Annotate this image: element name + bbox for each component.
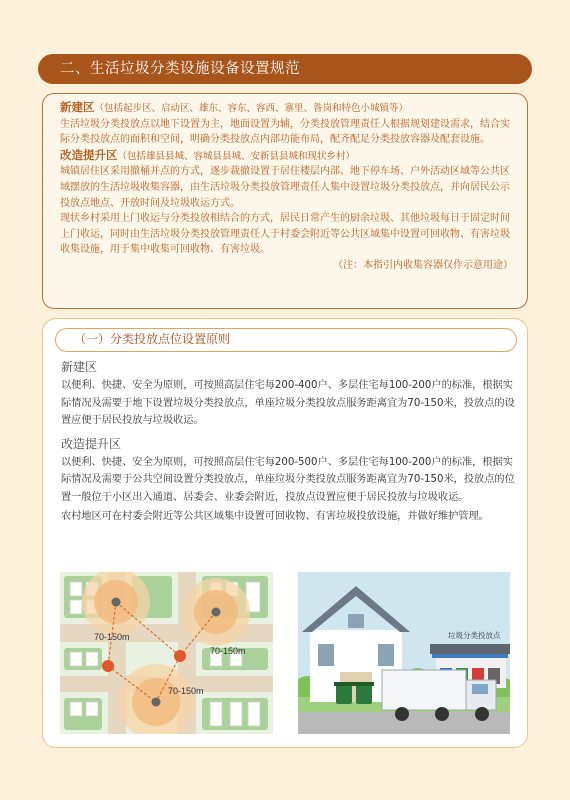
distance-label-b: 70-150m [210,646,246,656]
principle-content [61,355,516,526]
upgrade-area-text-1: 城镇居住区采用撤桶并点的方式，逐步裁撤设置于居住楼层内部、地下停车场、户外活动区域等公共区域摆放的生活垃圾收集容器，由生活垃圾分类投放管理责任人集中设置垃圾分类投放点，并向居民公示投放点地点、开放时间及垃圾收运方式。 [60,166,510,209]
principle-box [42,318,528,748]
site-plan-diagram [60,572,273,734]
distance-label-a: 70-150m [94,632,130,642]
collection-point-illustration [298,572,510,734]
distance-label-c: 70-150m [168,686,204,696]
collection-point-3 [152,698,161,707]
new-area-heading: 新建区 [60,100,95,114]
new-area-title: 新建区 [61,360,98,374]
new-area-text: 生活垃圾分类投放点以地下设置为主，地面设置为辅，分类投放管理责任人根据规划建设需求，结合实际分类投放点的面积和空间，明确分类投放点内部功能布局，配齐配足分类投放容器及配套设施。 [60,118,510,146]
junction-point-1 [102,660,114,672]
upgrade-area-text-2: 现状乡村采用上门收运与分类投放相结合的方式，居民日常产生的厨余垃圾、其他垃圾每日于固定时间上门收运，同时由生活垃圾分类投放管理责任人于村委会附近等公共区域集中设置可回收物、有害垃圾收集设施，用于集中收集可回收物、有害垃圾。 [60,213,510,256]
upgrade-area-subheading: （包括雄县县城、容城县县城、安新县县城和现状乡村） [117,150,356,162]
note-text: （注：本指引内收集容器仅作示意用途） [333,259,513,271]
upgrade-area-title: 改造提升区 [61,436,122,451]
section-title: 二、生活垃圾分类设施设备设置规范 [38,54,532,84]
new-area-subheading: （包括起步区、启动区、雄东、容东、容西、寨里、昝岗和特色小城镇等） [94,103,409,114]
upgrade-area-paragraph: 以便利、快捷、安全为原则，可按照高层住宅每200-500户、多层住宅每100-200户的标准，根据实际情况及需要于公共空间设置分类投放点，单座垃圾分类投放点服务距离宜为70-150米，投放点的位置一般位于小区出入通道、居委会、业委会附近，投放点设置应便于居民投放与垃圾收运。 [61,456,515,503]
upgrade-area-heading: 改造提升区 [60,147,118,162]
intro-box [42,93,528,309]
subsection-title: （一）分类投放点位设置原则 [55,328,517,352]
station-sign: 垃圾分类投放点 [448,631,501,640]
junction-point-2 [174,650,186,662]
new-area-paragraph: 以便利、快捷、安全为原则，可按照高层住宅每200-400户、多层住宅每100-200户的标准，根据实际情况及需要于地下设置垃圾分类投放点，单座垃圾分类投放点服务距离宜为70-150米，投放点的设置应便于居民投放与垃圾收运。 [61,380,515,426]
collection-point-2 [212,608,221,617]
rural-paragraph: 农村地区可在村委会附近等公共区域集中设置可回收物、有害垃圾投放设施，并做好维护管理。 [61,511,489,522]
collection-point-1 [112,598,121,607]
